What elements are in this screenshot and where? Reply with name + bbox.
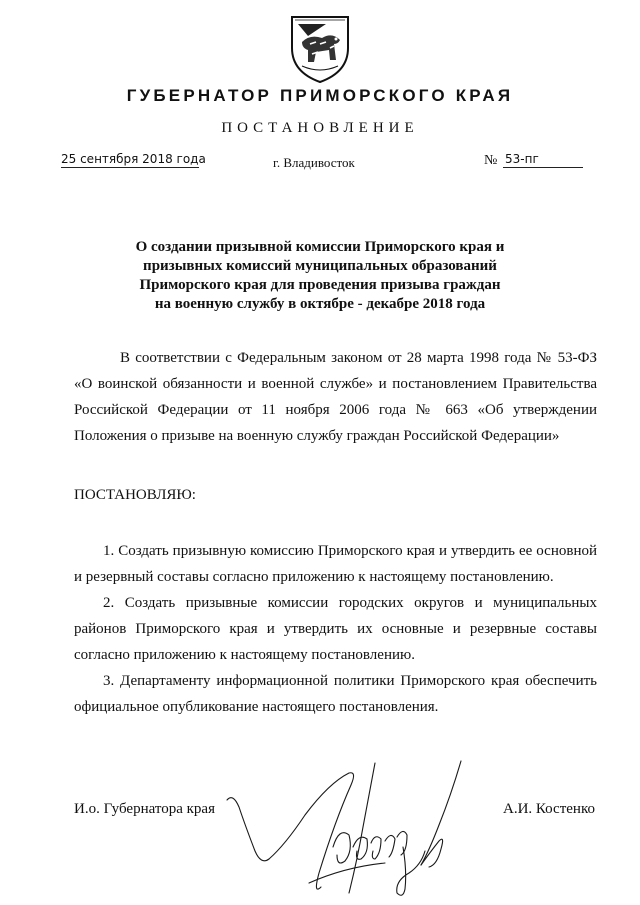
decree-word: ПОСТАНОВЛЯЮ: xyxy=(74,487,196,503)
document-number: 53-пг xyxy=(503,152,583,168)
document-type: ПОСТАНОВЛЕНИЕ xyxy=(221,120,419,136)
signatory-name: А.И. Костенко xyxy=(503,801,595,817)
signatory-title: И.о. Губернатора края xyxy=(74,801,215,817)
preamble-text: В соответствии с Федеральным законом от 28 марта 1998 года № 53-ФЗ «О воинской обязанности и военной службе» и постановлением Правительства Российской Федерации от 11 ноября 2006 года № 663 «Об утверждении Положения о призыве на военную службу граждан Российской Федерации» xyxy=(74,350,597,444)
preamble xyxy=(74,345,597,449)
heading-line: призывных комиссий муниципальных образований xyxy=(143,258,497,274)
decree-items xyxy=(74,538,597,720)
handwritten-signature-icon xyxy=(225,755,485,903)
document-heading xyxy=(110,238,530,314)
document-city: г. Владивосток xyxy=(273,155,355,170)
document-number-label: № xyxy=(484,153,498,168)
heading-line: на военную службу в октябре - декабре 2018 года xyxy=(154,296,486,312)
heading-line: Приморского края для проведения призыва граждан xyxy=(139,277,501,293)
decree-item: 1. Создать призывную комиссию Приморского края и утвердить ее основной и резервный составы согласно приложению к настоящему постановлению. xyxy=(74,543,597,585)
decree-item: 2. Создать призывные комиссии городских округов и муниципальных районов Приморского края и утвердить их основные и резервные составы согласно приложению к настоящему постановлению. xyxy=(74,595,597,663)
coat-of-arms-icon xyxy=(286,14,354,84)
heading-line: О создании призывной комиссии Приморского края и xyxy=(135,239,505,255)
document-date: 25 сентября 2018 года xyxy=(61,152,206,166)
government-title: ГУБЕРНАТОР ПРИМОРСКОГО КРАЯ xyxy=(126,86,514,105)
decree-item: 3. Департаменту информационной политики Приморского края обеспечить официальное опубликование настоящего постановления. xyxy=(74,673,597,715)
